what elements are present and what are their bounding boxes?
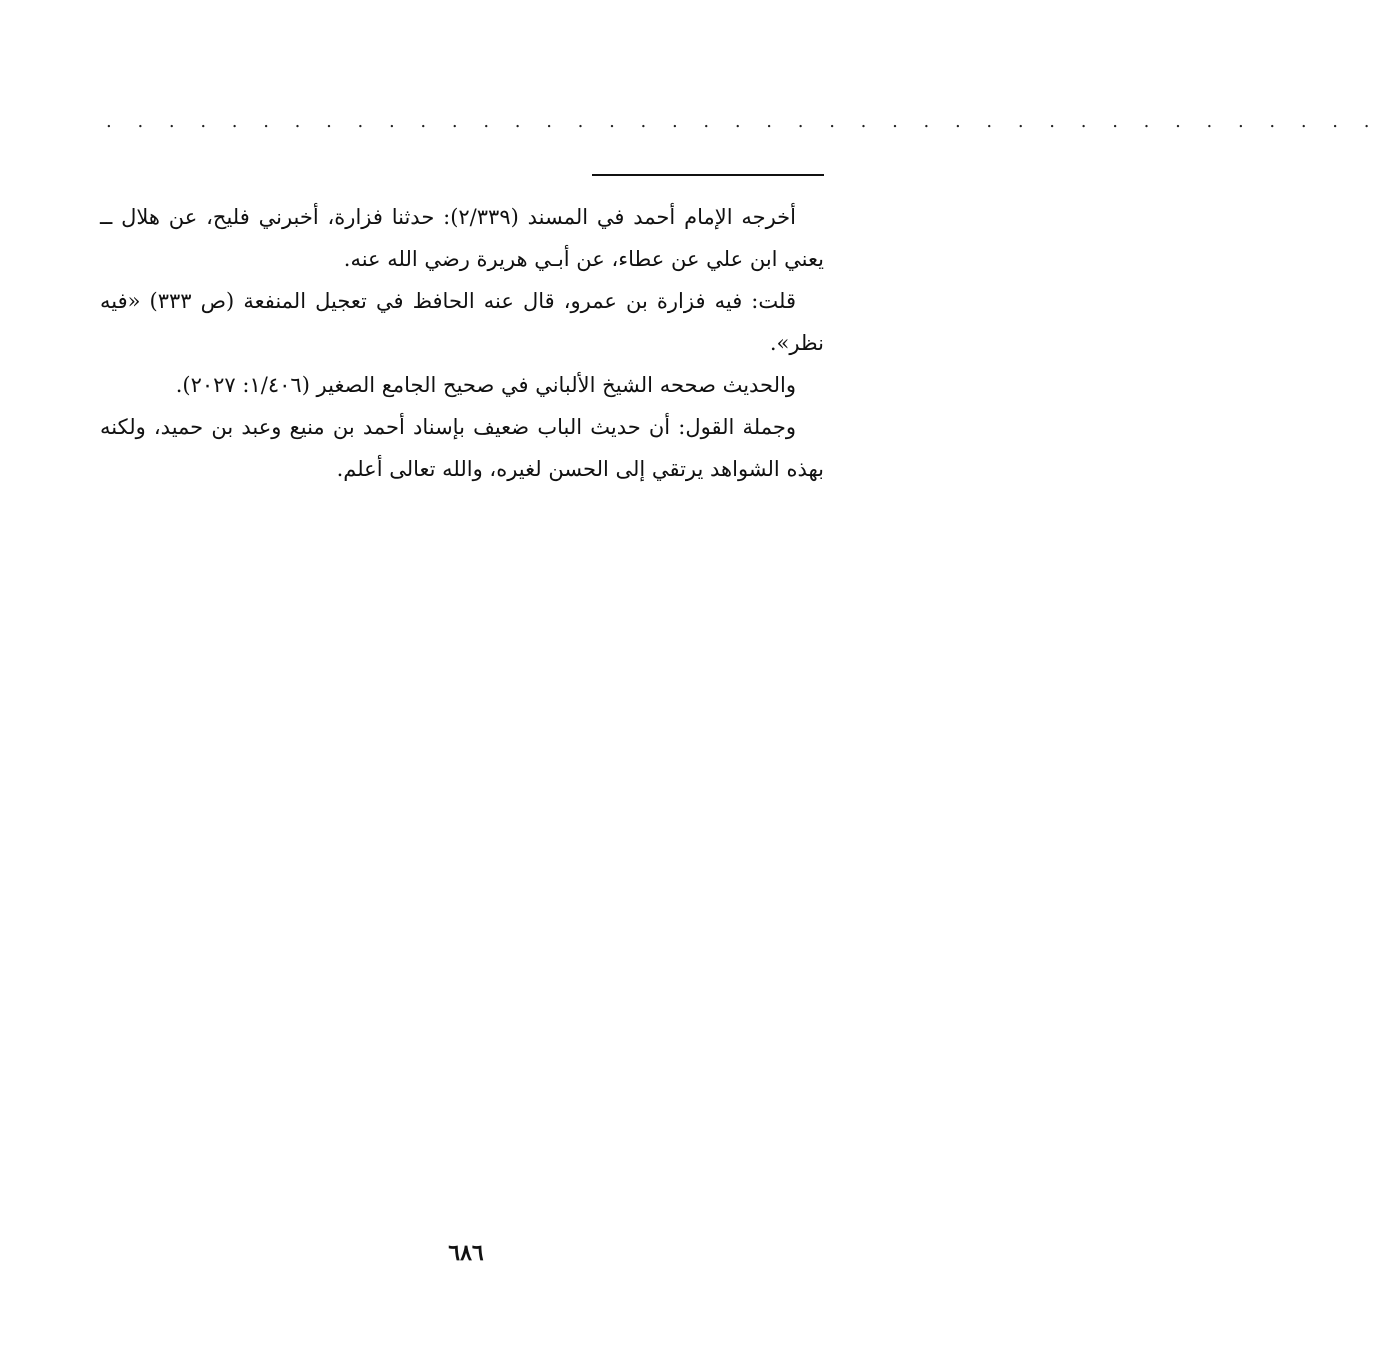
footnote-paragraph-4: وجملة القول: أن حديث الباب ضعيف بإسناد أحمد بن منيع وعبد بن حميد، ولكنه بهذه الشواهد يرتقي إلى الحسن لغيره، والله تعالى أعلم.	[100, 415, 824, 481]
footnote-paragraph-2: قلت: فيه فزارة بن عمرو، قال عنه الحافظ في تعجيل المنفعة (ص ٣٣٣) «فيه نظر».	[100, 289, 824, 355]
footnote-paragraph-3: والحديث صححه الشيخ الألباني في صحيح الجامع الصغير (١/٤٠٦: ٢٠٢٧).	[175, 373, 796, 397]
footnotes-block	[100, 196, 824, 490]
dotted-separator: . . . . . . . . . . . . . . . . . . . . . . . . . . . . . . . . . . . . . . . . .	[106, 111, 1379, 132]
page-number: ٦٨٦	[448, 1240, 484, 1266]
footnote-paragraph-1: أخرجه الإمام أحمد في المسند (٢/٣٣٩): حدثنا فزارة، أخبرني فليح، عن هلال ــ يعني ابن علي عن عطاء، عن أبـي هريرة رضي الله عنه.	[100, 205, 824, 271]
footnote-rule	[592, 174, 824, 176]
